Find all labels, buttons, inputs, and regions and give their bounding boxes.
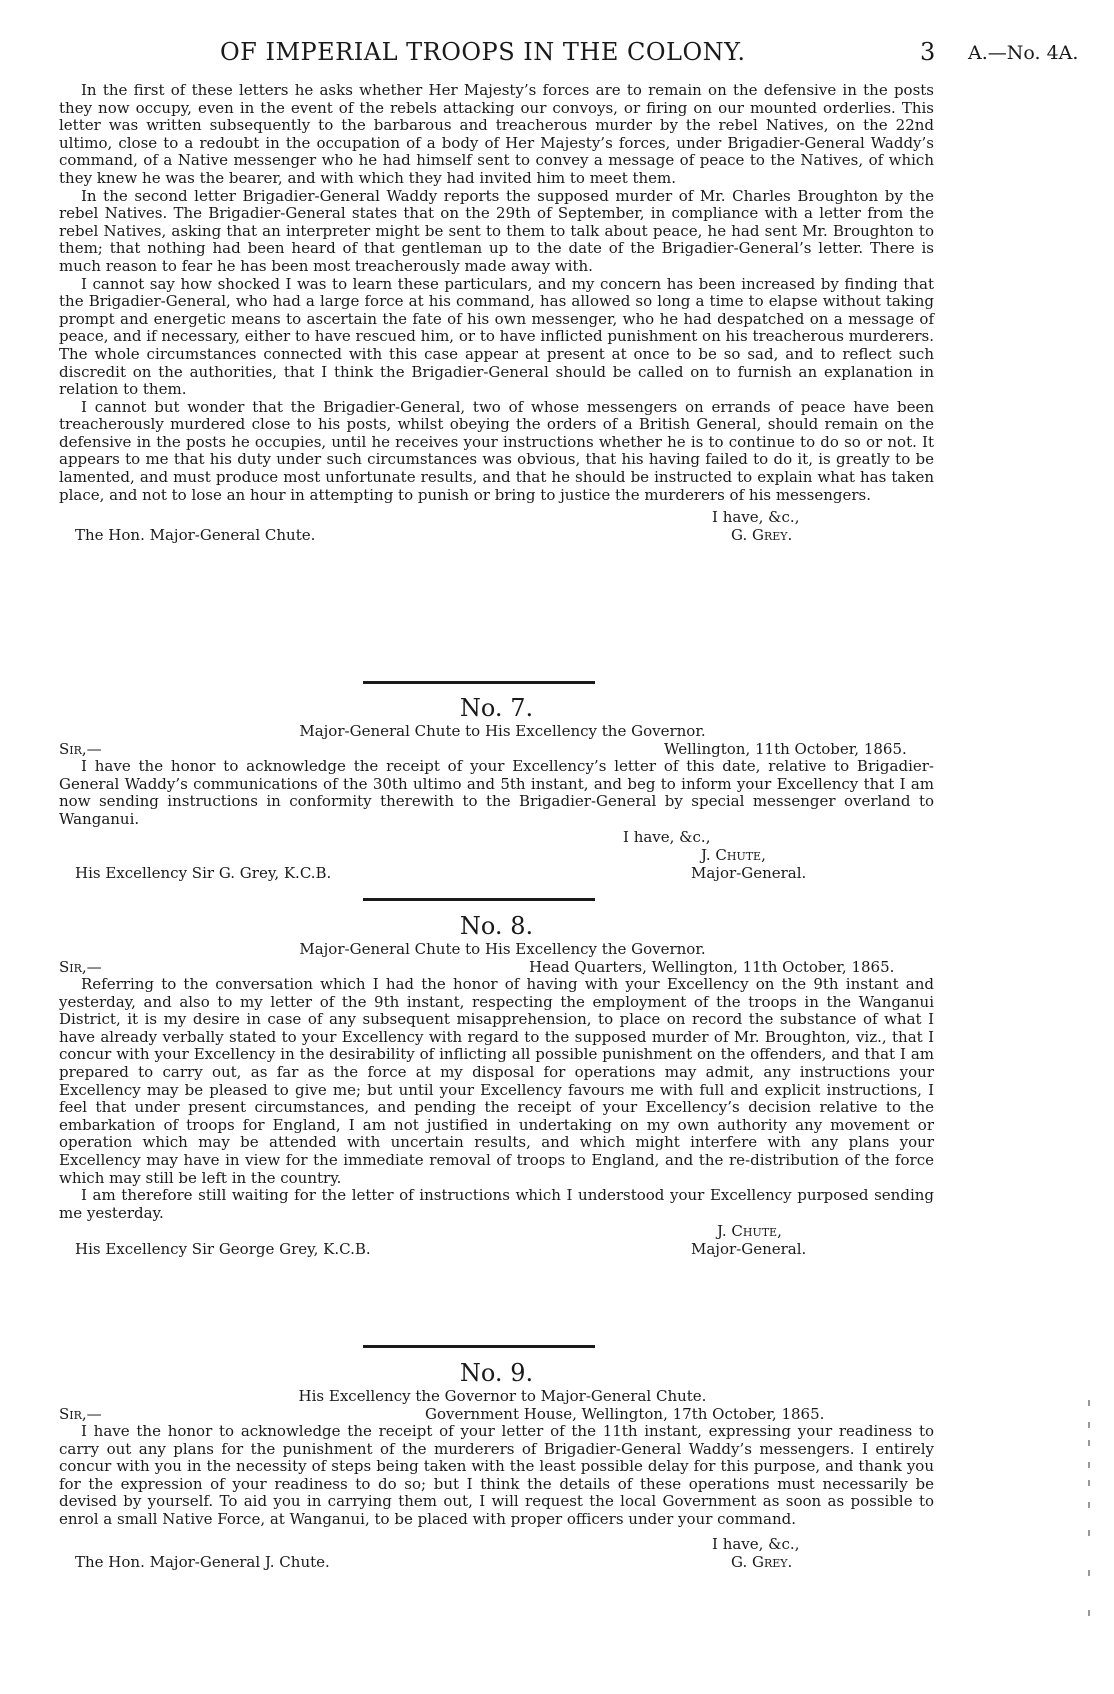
closing: I have, &c.,	[712, 1534, 800, 1553]
page-number: 3	[920, 38, 936, 66]
letter-8-section	[59, 912, 934, 1258]
closing: I have, &c.,	[712, 508, 800, 527]
letter-6-closing-line	[59, 508, 934, 526]
letter-9-section	[59, 1359, 934, 1571]
signature: J. Chute,	[717, 1222, 782, 1241]
signature: J. Chute,	[701, 846, 766, 865]
signature-line	[59, 1553, 934, 1571]
running-title: OF IMPERIAL TROOPS IN THE COLONY.	[220, 38, 746, 66]
letter-7-section	[59, 694, 934, 882]
letter-6-signature-line	[59, 526, 934, 544]
salutation: Sir,—	[59, 740, 102, 758]
signature: G. Grey.	[731, 1552, 793, 1571]
letter-subheading: His Excellency the Governor to Major-General Chute.	[298, 1387, 707, 1405]
rank: Major-General.	[691, 1240, 807, 1259]
signature: G. Grey.	[731, 526, 793, 545]
letter-6-paragraph-1: In the first of these letters he asks whether Her Majesty’s forces are to remain on the defensive in the posts they now occupy, even in the event of the rebels attacking our convoys, or firing on our mounted orderlies. This letter was written subsequently to the barbarous and treacherous murder by the rebel Natives, on the 22nd ultimo, close to a redoubt in the occupation of a body of Her Majesty’s forces, under Brigadier-General Waddy’s command, of a Native messenger who he had himself sent to convey a message of peace to the Natives, of which they knew he was the bearer, and with which they had invited him to meet them.	[59, 81, 934, 187]
letter-subheading: Major-General Chute to His Excellency the Governor.	[299, 722, 706, 740]
divider-3	[59, 1345, 934, 1348]
salutation: Sir,—	[59, 1405, 102, 1423]
addressee: The Hon. Major-General Chute.	[75, 526, 316, 545]
letter-6-paragraph-2: In the second letter Brigadier-General Waddy reports the supposed murder of Mr. Charles Broughton by the rebel Natives. The Brigadier-General states that on the 29th of September, in compliance with a letter from the rebel Natives, asking that an interpreter might be sent to them to talk about peace, he had sent Mr. Broughton to them; that nothing had been heard of that gentleman up to the date of the Brigadier-General’s letter. There is much reason to fear he has been most treacherously made away with.	[59, 186, 934, 275]
closing: I have, &c.,	[623, 828, 711, 847]
letter-subheading: Major-General Chute to His Excellency the Governor.	[299, 940, 706, 958]
letter-heading: No. 7.	[459, 694, 534, 722]
divider-2	[59, 898, 934, 901]
page-header	[0, 38, 1114, 68]
addressee-line	[59, 864, 934, 882]
margin-scan-marks	[1084, 1400, 1096, 1640]
signature-line	[59, 846, 934, 864]
place-date: Head Quarters, Wellington, 11th October, 1865.	[529, 958, 895, 976]
addressee: His Excellency Sir George Grey, K.C.B.	[75, 1240, 371, 1259]
salutation-line	[59, 1405, 934, 1423]
letter-6-paragraph-4: I cannot but wonder that the Brigadier-General, two of whose messengers on errands of peace have been treacherously murdered close to his posts, whilst obeying the orders of a British General, should remain on the defensive in the posts he occupies, until he receives your instructions whether he is to continue to do so or not. It appears to me that his duty under such circumstances was obvious, that his having failed to do it, is greatly to be lamented, and must produce most unfortunate results, and that he should be instructed to explain what has taken place, and not to lose an hour in attempting to punish or bring to justice the murderers of his messengers.	[59, 397, 934, 504]
letter-7-paragraph-1: I have the honor to acknowledge the receipt of your Excellency’s letter of this date, relative to Brigadier-General Waddy’s communications of the 30th ultimo and 5th instant, and beg to inform your Excellency that I am now sending instructions in conformity therewith to the Brigadier-General by special messenger overland to Wanganui.	[59, 757, 934, 828]
closing-line	[59, 1535, 934, 1553]
letter-heading: No. 9.	[459, 1359, 534, 1387]
salutation-line	[59, 740, 934, 758]
letter-8-paragraph-2: I am therefore still waiting for the letter of instructions which I understood your Excellency purposed sending me yesterday.	[59, 1186, 934, 1222]
addressee: His Excellency Sir G. Grey, K.C.B.	[75, 864, 332, 883]
place-date: Government House, Wellington, 17th October, 1865.	[425, 1405, 825, 1423]
signature-line	[59, 1222, 934, 1240]
letter-8-paragraph-1: Referring to the conversation which I had the honor of having with your Excellency on the 9th instant and yesterday, and also to my letter of the 9th instant, respecting the employment of the troops in the Wanganui District, it is my desire in case of any subsequent misapprehension, to place on record the substance of what I have already verbally stated to your Excellency with regard to the supposed murder of Mr. Broughton, viz., that I concur with your Excellency in the desirability of inflicting all possible punishment on the offenders, and that I am prepared to carry out, as far as the force at my disposal for operations may admit, any instructions your Excellency may be pleased to give me; but until your Excellency favours me with full and explicit instructions, I feel that under present circumstances, and pending the receipt of your Excellency’s decision relative to the embarkation of troops for England, I am not justified in undertaking on my own authority any movement or operation which may be attended with uncertain results, and which might interfere with any plans your Excellency may have in view for the immediate removal of troops to England, and the re-distribution of the force which may still be left in the country.	[59, 975, 934, 1187]
letter-9-paragraph-1: I have the honor to acknowledge the receipt of your letter of the 11th instant, expressing your readiness to carry out any plans for the punishment of the murderers of Brigadier-General Waddy’s messengers. I entirely concur with you in the necessity of steps being taken with the least possible delay for this purpose, and thank you for the expression of your readiness to do so; but I think the details of these operations must necessarily be devised by yourself. To aid you in carrying them out, I will request the local Government as soon as possible to enrol a small Native Force, at Wanganui, to be placed with proper officers under your command.	[59, 1422, 934, 1528]
rank: Major-General.	[691, 864, 807, 883]
addressee-line	[59, 1240, 934, 1258]
salutation: Sir,—	[59, 958, 102, 976]
letter-heading: No. 8.	[459, 912, 534, 940]
addressee: The Hon. Major-General J. Chute.	[75, 1552, 330, 1571]
letter-6-paragraph-3: I cannot say how shocked I was to learn these particulars, and my concern has been increased by finding that the Brigadier-General, who had a large force at his command, has allowed so long a time to elapse without taking prompt and energetic means to ascertain the fate of his own messenger, who he had despatched on a message of peace, and if necessary, either to have rescued him, or to have inflicted punishment on his treacherous murderers. The whole circumstances connected with this case appear at present at once to be so sad, and to reflect such discredit on the authorities, that I think the Brigadier-General should be called on to furnish an explanation in relation to them.	[59, 274, 934, 399]
divider-1	[59, 681, 934, 684]
place-date: Wellington, 11th October, 1865.	[664, 740, 907, 758]
closing-line	[59, 828, 934, 846]
paper-reference: A.—No. 4A.	[968, 42, 1079, 64]
letter-6-section	[59, 82, 934, 544]
salutation-line	[59, 958, 934, 976]
